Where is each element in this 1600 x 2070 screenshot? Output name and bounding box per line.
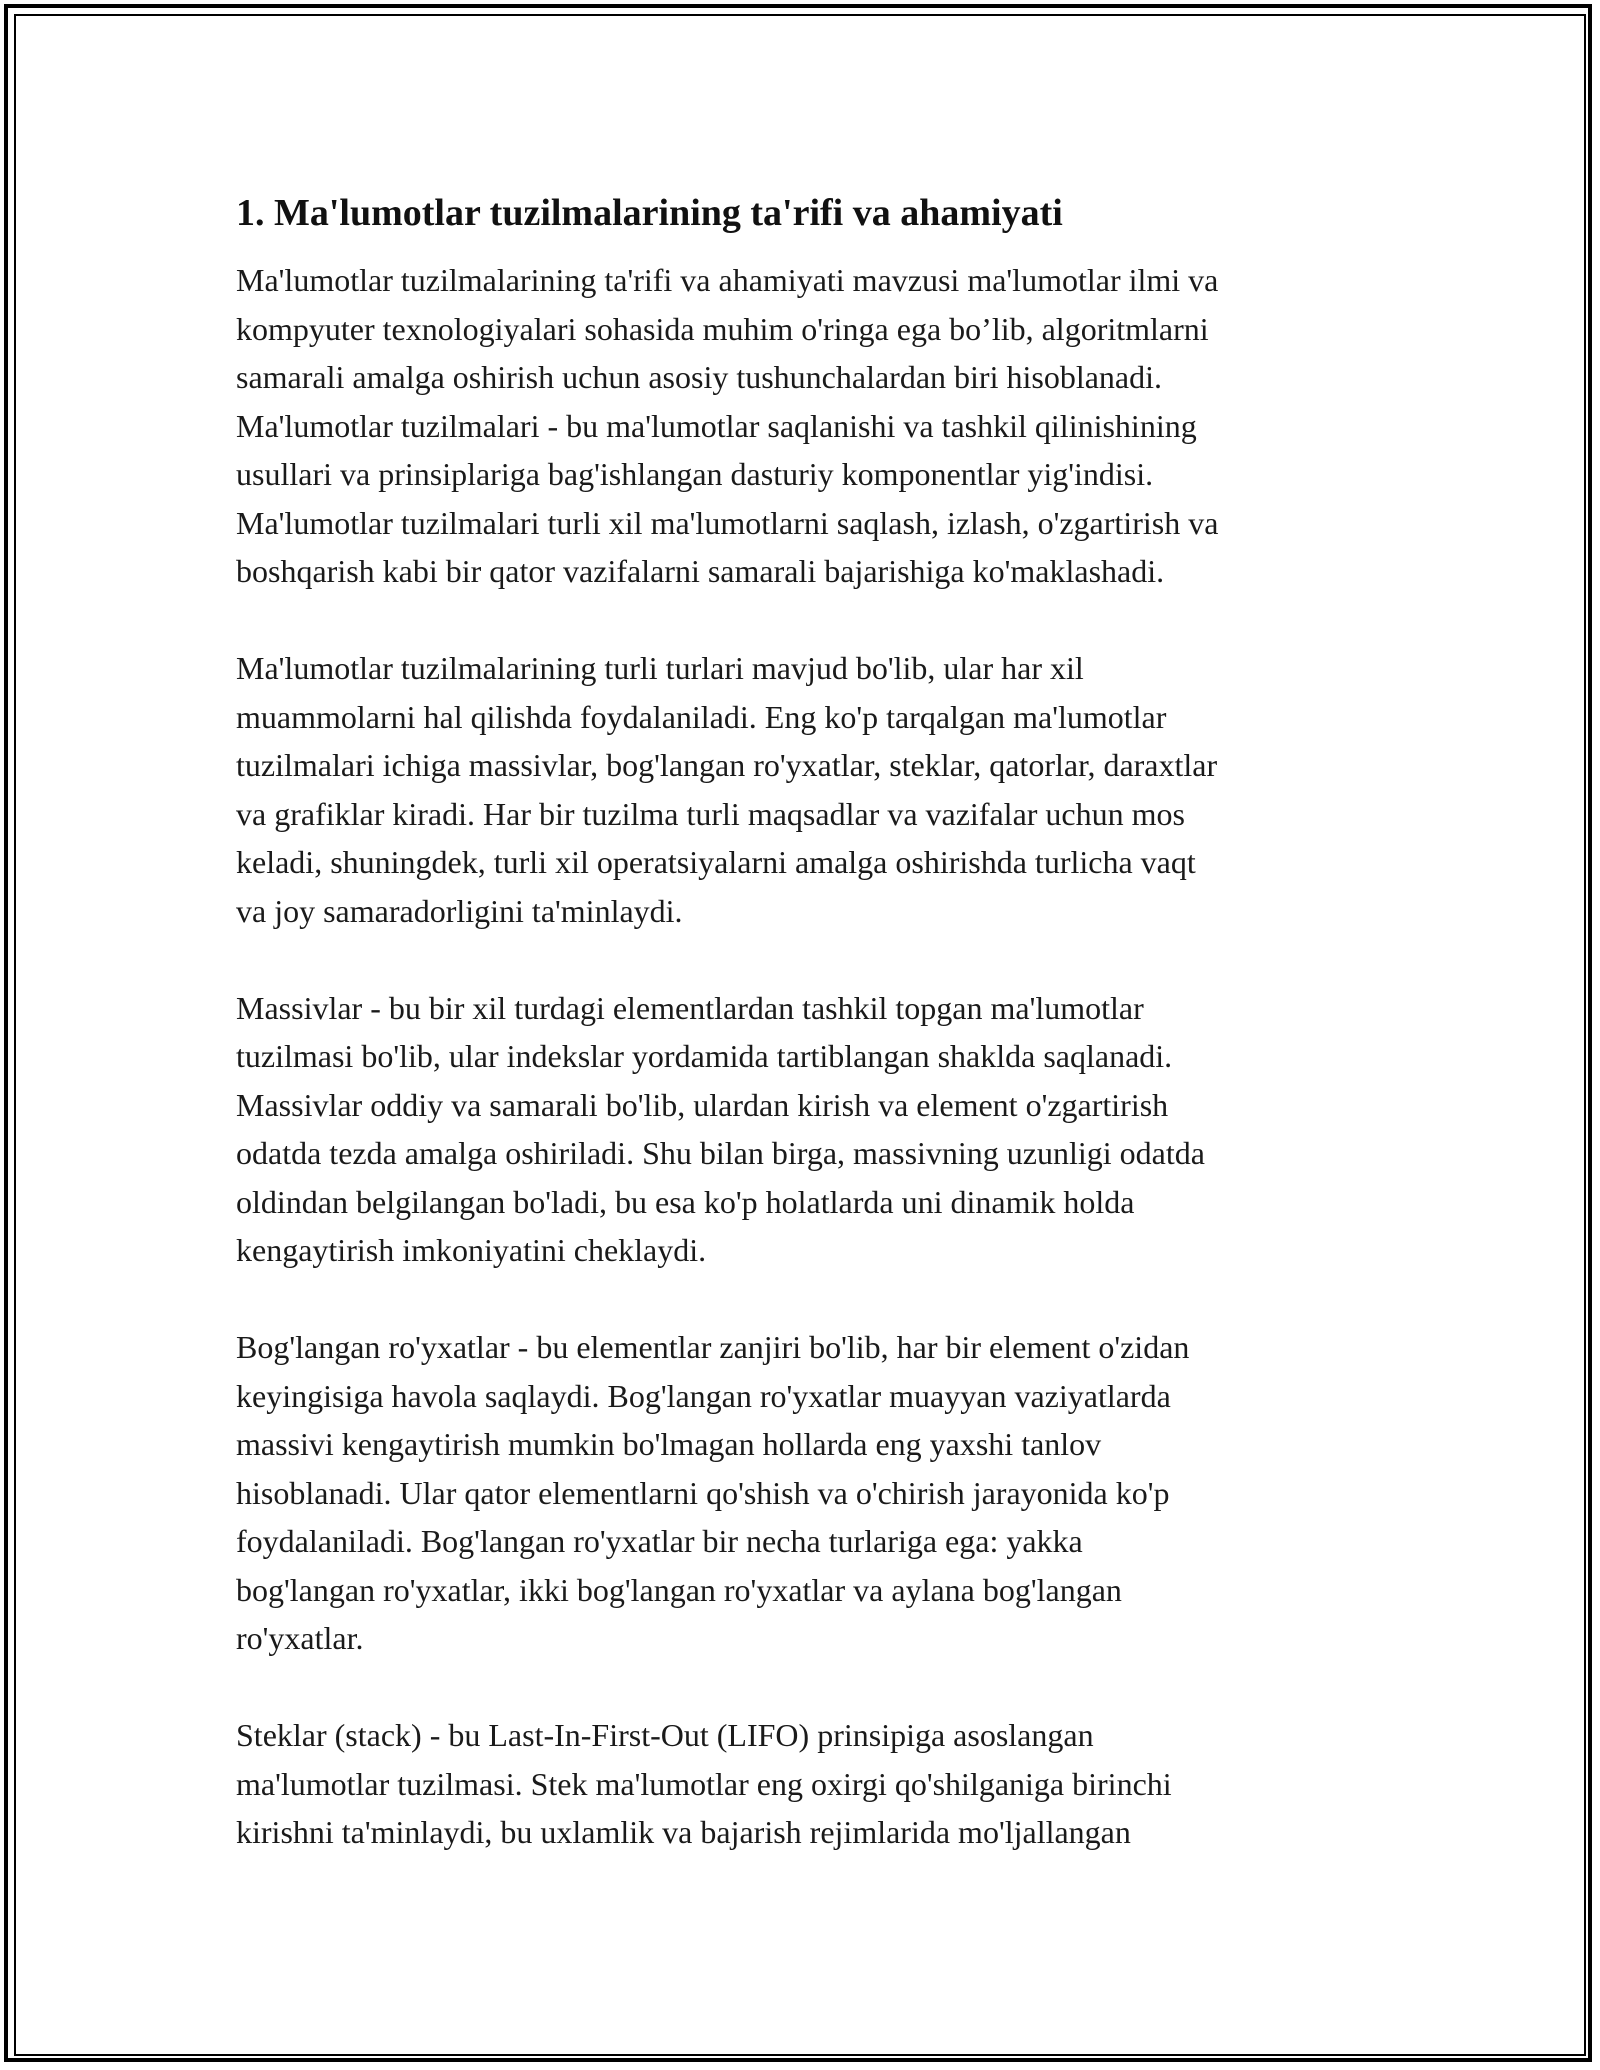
paragraph-line: Ma'lumotlar tuzilmalarining turli turlari mavjud bo'lib, ular har xil: [236, 650, 1084, 686]
paragraph-line: usullari va prinsiplariga bag'ishlangan dasturiy komponentlar yig'indisi.: [236, 456, 1154, 492]
paragraph-line: bog'langan ro'yxatlar, ikki bog'langan ro'yxatlar va aylana bog'langan: [236, 1571, 1122, 1608]
paragraph: [236, 644, 1376, 935]
paragraph-line: odatda tezda amalga oshiriladi. Shu bilan birga, massivning uzunligi odatda: [236, 1135, 1205, 1171]
paragraph-line: keyingisiga havola saqlaydi. Bog'langan ro'yxatlar muayyan vaziyatlarda: [236, 1377, 1171, 1414]
paragraph-line: Ma'lumotlar tuzilmalarining ta'rifi va ahamiyati mavzusi ma'lumotlar ilmi va: [236, 262, 1219, 298]
paragraph-line: foydalaniladi. Bog'langan ro'yxatlar bir necha turlariga ega: yakka: [236, 1523, 1083, 1559]
paragraph-line: samarali amalga oshirish uchun asosiy tushunchalardan biri hisoblanadi.: [236, 359, 1162, 395]
paragraph-line: Massivlar - bu bir xil turdagi elementlardan tashkil topgan ma'lumotlar: [236, 989, 1144, 1026]
paragraph-line: Steklar (stack) - bu Last-In-First-Out (LIFO) prinsipiga asoslangan: [236, 1717, 1094, 1753]
paragraph-line: massivi kengaytirish mumkin bo'lmagan hollarda eng yaxshi tanlov: [236, 1426, 1102, 1462]
paragraph-line: ro'yxatlar.: [236, 1620, 364, 1656]
paragraph-line: Massivlar oddiy va samarali bo'lib, ulardan kirish va element o'zgartirish: [236, 1086, 1169, 1123]
paragraph-line: kengaytirish imkoniyatini cheklaydi.: [236, 1232, 707, 1268]
paragraph-line: boshqarish kabi bir qator vazifalarni samarali bajarishiga ko'maklashadi.: [236, 553, 1165, 589]
paragraph-line: kompyuter texnologiyalari sohasida muhim o'ringa ega bo’lib, algoritmlarni: [236, 310, 1209, 347]
paragraph-line: Bog'langan ro'yxatlar - bu elementlar zanjiri bo'lib, har bir element o'zidan: [236, 1329, 1190, 1365]
paragraph-line: muammolarni hal qilishda foydalaniladi. Eng ko'p tarqalgan ma'lumotlar: [236, 698, 1167, 735]
paragraph-line: oldindan belgilangan bo'ladi, bu esa ko'p holatlarda uni dinamik holda: [236, 1183, 1135, 1220]
paragraph: [236, 256, 1376, 596]
paragraph-line: ma'lumotlar tuzilmasi. Stek ma'lumotlar eng oxirgi qo'shilganiga birinchi: [236, 1765, 1172, 1802]
paragraph-list: [236, 256, 1376, 1857]
paragraph-line: va joy samaradorligini ta'minlaydi.: [236, 892, 683, 929]
page-title: 1. Ma'lumotlar tuzilmalarining ta'rifi va ahamiyati: [236, 192, 1063, 234]
paragraph-line: Ma'lumotlar tuzilmalari - bu ma'lumotlar saqlanishi va tashkil qilinishining: [236, 407, 1197, 444]
paragraph-line: tuzilmasi bo'lib, ular indekslar yordamida tartiblangan shaklda saqlanadi.: [236, 1038, 1173, 1074]
paragraph: [236, 984, 1376, 1275]
paragraph-line: hisoblanadi. Ular qator elementlarni qo'shish va o'chirish jarayonida ko'p: [236, 1474, 1170, 1511]
document-body: [236, 186, 1376, 1905]
paragraph: [236, 1323, 1376, 1663]
paragraph-line: va grafiklar kiradi. Har bir tuzilma turli maqsadlar va vazifalar uchun mos: [236, 795, 1185, 832]
paragraph-line: Ma'lumotlar tuzilmalari turli xil ma'lumotlarni saqlash, izlash, o'zgartirish va: [236, 504, 1219, 541]
paragraph-line: tuzilmalari ichiga massivlar, bog'langan ro'yxatlar, steklar, qatorlar, daraxtlar: [236, 747, 1218, 783]
paragraph: [236, 1711, 1376, 1857]
paragraph-line: kirishni ta'minlaydi, bu uxlamlik va bajarish rejimlarida mo'ljallangan: [236, 1814, 1131, 1850]
paragraph-line: keladi, shuningdek, turli xil operatsiyalarni amalga oshirishda turlicha vaqt: [236, 844, 1196, 880]
